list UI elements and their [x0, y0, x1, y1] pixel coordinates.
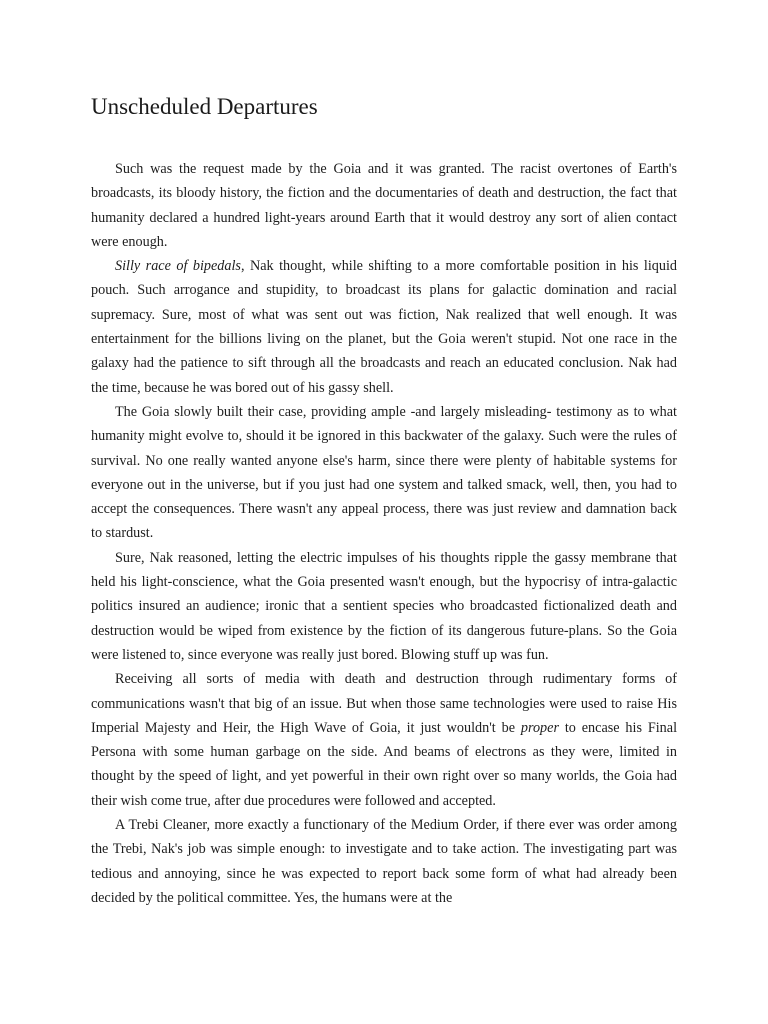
paragraph-text: to encase his Final Persona with some human garbage on the side. And beams of electrons as they were, limited in thought by the speed of light, and yet powerful in their own right over so many worlds, the Goia had their wish come true, after due procedures were followed and accepted. [91, 719, 678, 809]
paragraph-text: Sure, Nak reasoned, letting the electric impulses of his thoughts ripple the gassy membrane that held his light-conscience, what the Goia presented wasn't enough, but the hypocrisy of intra-galactic politics insured an audience; ironic that a sentient species who broadcasted fictionalized death and destruction would be wiped from existence by the fiction of its dangerous future-plans. So the Goia were listened to, since everyone was really just bored. Blowing stuff up was fun. [91, 549, 677, 663]
paragraph-text: , Nak thought, while shifting to a more comfortable position in his liquid pouch. Such arrogance and stupidity, to broadcast its plans for galactic domination and racial supremacy. Sure, most of what was sent out was fiction, Nak realized that well enough. It was entertainment for the billions living on the planet, but the Goia weren't stupid. Not one race in the galaxy had the patience to sift through all the broadcasts and reach an educated conclusion. Nak had the time, because he was bored out of his gassy shell. [91, 258, 677, 396]
document-title: Unscheduled Departures [91, 94, 318, 119]
paragraph-text: Receiving all sorts of media with death and destruction through rudimentary forms of communications wasn't that big of an issue. But when those same technologies were used to raise His Imperial Majesty and Heir, the High Wave of Goia, it just wouldn't be [91, 671, 677, 736]
document-body [91, 157, 677, 910]
paragraph-6 [91, 813, 677, 910]
paragraph-1 [91, 157, 677, 254]
paragraph-3 [91, 400, 677, 546]
paragraph-5 [91, 667, 677, 813]
paragraph-italic-text: proper [520, 719, 559, 736]
paragraph-text: A Trebi Cleaner, more exactly a functionary of the Medium Order, if there ever was order among the Trebi, Nak's job was simple enough: to investigate and to take action. The investigating part was tedious and annoying, since he was expected to report back some form of what had already been decided by the political committee. Yes, the humans were at the [91, 817, 677, 906]
paragraph-text: Such was the request made by the Goia and it was granted. The racist overtones of Earth's broadcasts, its bloody history, the fiction and the documentaries of death and destruction, the fact that humanity declared a hundred light-years around Earth that it would destroy any sort of alien contact were enough. [91, 161, 677, 250]
paragraph-text: The Goia slowly built their case, providing ample -and largely misleading- testimony as to what humanity might evolve to, should it be ignored in this backwater of the galaxy. Such were the rules of survival. No one really wanted anyone else's harm, since there were plenty of habitable systems for everyone out in the universe, but if you just had one system and talked smack, well, then, you had to accept the consequences. There wasn't any appeal process, there was just review and damnation back to stardust. [91, 403, 677, 542]
paragraph-italic-text: Silly race of bipedals [115, 258, 241, 275]
paragraph-4 [91, 546, 677, 667]
paragraph-2 [91, 254, 677, 400]
